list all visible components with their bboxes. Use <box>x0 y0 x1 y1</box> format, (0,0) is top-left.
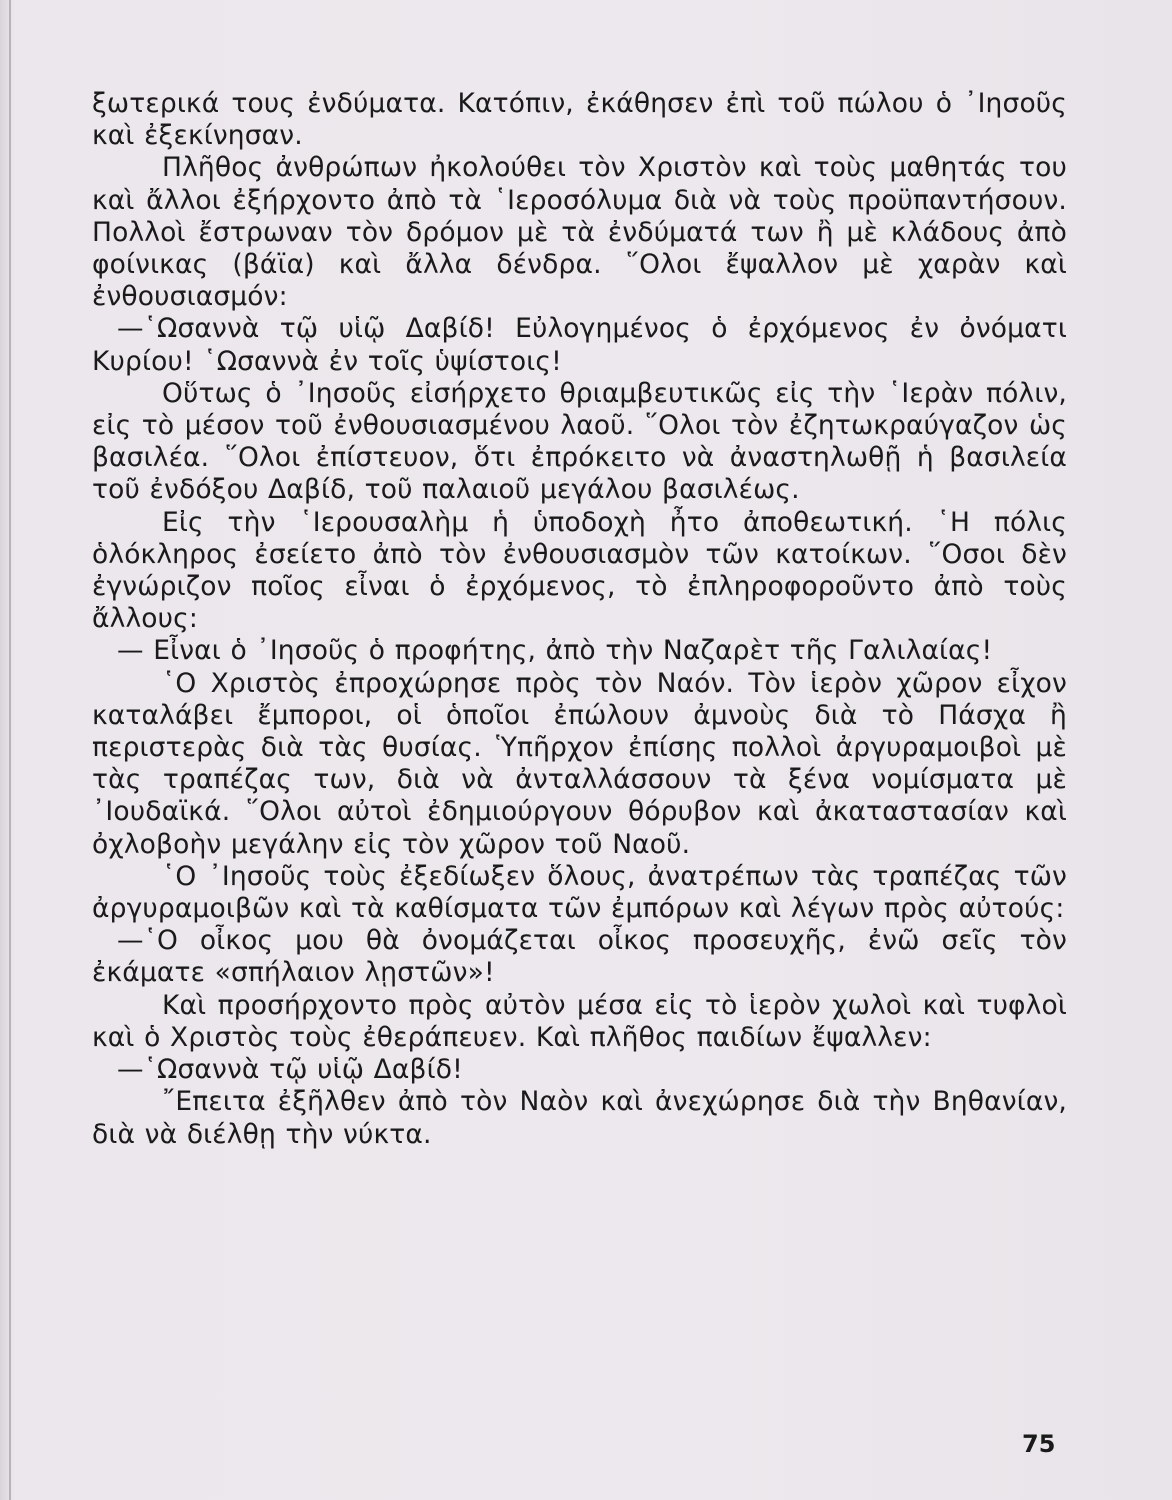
body-text <box>92 88 1067 1151</box>
paragraph-12: ῎Επειτα ἐξῆλθεν ἀπὸ τὸν Ναὸν καὶ ἀνεχώρησε διὰ τὴν Βηθανίαν, διὰ νὰ διέλθῃ τὴν νύκτα. <box>92 1086 1067 1150</box>
paragraph-2: Πλῆθος ἀνθρώπων ἠκολούθει τὸν Χριστὸν καὶ τοὺς μαθητάς του καὶ ἄλλοι ἐξήρχοντο ἀπὸ τὰ ῾Ιεροσόλυμα διὰ νὰ τοὺς προϋπαντήσουν. Πολλοὶ ἔστρωναν τὸν δρόμον μὲ τὰ ἐνδύματά των ἢ μὲ κλάδους ἀπὸ φοίνικας (βάϊα) καὶ ἄλλα δένδρα. ῞Ολοι ἔψαλλον μὲ χαρὰν καὶ ἐνθουσιασμόν: <box>92 152 1067 313</box>
paragraph-7: ῾Ο Χριστὸς ἐπροχώρησε πρὸς τὸν Ναόν. Τὸν ἱερὸν χῶρον εἶχον καταλάβει ἔμποροι, οἱ ὁποῖοι ἐπώλουν ἀμνοὺς διὰ τὸ Πάσχα ἢ περιστερὰς διὰ τὰς θυσίας. Ὑπῆρχον ἐπίσης πολλοὶ ἀργυραμοιβοὶ μὲ τὰς τραπέζας των, διὰ νὰ ἀνταλλάσσουν τὰ ξένα νομίσματα μὲ ᾿Ιουδαϊκά. ῞Ολοι αὐτοὶ ἐδημιούργουν θόρυβον καὶ ἀκαταστασίαν καὶ ὀχλοβοὴν μεγάλην εἰς τὸν χῶρον τοῦ Ναοῦ. <box>92 667 1067 860</box>
paragraph-3-dialogue: —῾Ωσαννὰ τῷ υἱῷ Δαβίδ! Εὐλογημένος ὁ ἐρχόμενος ἐν ὀνόματι Κυρίου! ῾Ωσαννὰ ἐν τοῖς ὑψίστοις! <box>92 313 1067 377</box>
paragraph-5: Εἰς τὴν ῾Ιερουσαλὴμ ἡ ὑποδοχὴ ἦτο ἀποθεωτική. ῾Η πόλις ὁλόκληρος ἐσείετο ἀπὸ τὸν ἐνθουσιασμὸν τῶν κατοίκων. ῞Οσοι δὲν ἐγνώριζον ποῖος εἶναι ὁ ἐρχόμενος, τὸ ἐπληροφοροῦντο ἀπὸ τοὺς ἄλλους: <box>92 506 1067 635</box>
page-binding-edge <box>9 0 11 1500</box>
page-number: 75 <box>1022 1430 1056 1458</box>
paragraph-4: Οὕτως ὁ ᾿Ιησοῦς εἰσήρχετο θριαμβευτικῶς εἰς τὴν ῾Ιερὰν πόλιν, εἰς τὸ μέσον τοῦ ἐνθουσιασμένου λαοῦ. ῞Ολοι τὸν ἐζητωκραύγαζον ὡς βασιλέα. ῞Ολοι ἐπίστευον, ὅτι ἐπρόκειτο νὰ ἀναστηλωθῇ ἡ βασιλεία τοῦ ἐνδόξου Δαβίδ, τοῦ παλαιοῦ μεγάλου βασιλέως. <box>92 377 1067 506</box>
paragraph-10: Καὶ προσήρχοντο πρὸς αὐτὸν μέσα εἰς τὸ ἱερὸν χωλοὶ καὶ τυφλοὶ καὶ ὁ Χριστὸς τοὺς ἐθεράπευεν. Καὶ πλῆθος παιδίων ἔψαλλεν: <box>92 989 1067 1053</box>
paragraph-8: ῾Ο ᾿Ιησοῦς τοὺς ἐξεδίωξεν ὅλους, ἀνατρέπων τὰς τραπέζας τῶν ἀργυραμοιβῶν καὶ τὰ καθίσματα τῶν ἐμπόρων καὶ λέγων πρὸς αὐτούς: <box>92 860 1067 925</box>
paragraph-9-dialogue: —῾Ο οἶκος μου θὰ ὀνομάζεται οἶκος προσευχῆς, ἐνῶ σεῖς τὸν ἐκάματε «σπήλαιον λῃστῶν»! <box>92 925 1067 989</box>
paragraph-11-dialogue: —῾Ωσαννὰ τῷ υἱῷ Δαβίδ! <box>117 1054 463 1086</box>
paragraph-6-dialogue: — Εἶναι ὁ ᾿Ιησοῦς ὁ προφήτης, ἀπὸ τὴν Ναζαρὲτ τῆς Γαλιλαίας! <box>117 635 993 667</box>
paragraph-1: ξωτερικά τους ἐνδύματα. Κατόπιν, ἐκάθησεν ἐπὶ τοῦ πώλου ὁ ᾿Ιησοῦς καὶ ἐξεκίνησαν. <box>92 88 1067 152</box>
